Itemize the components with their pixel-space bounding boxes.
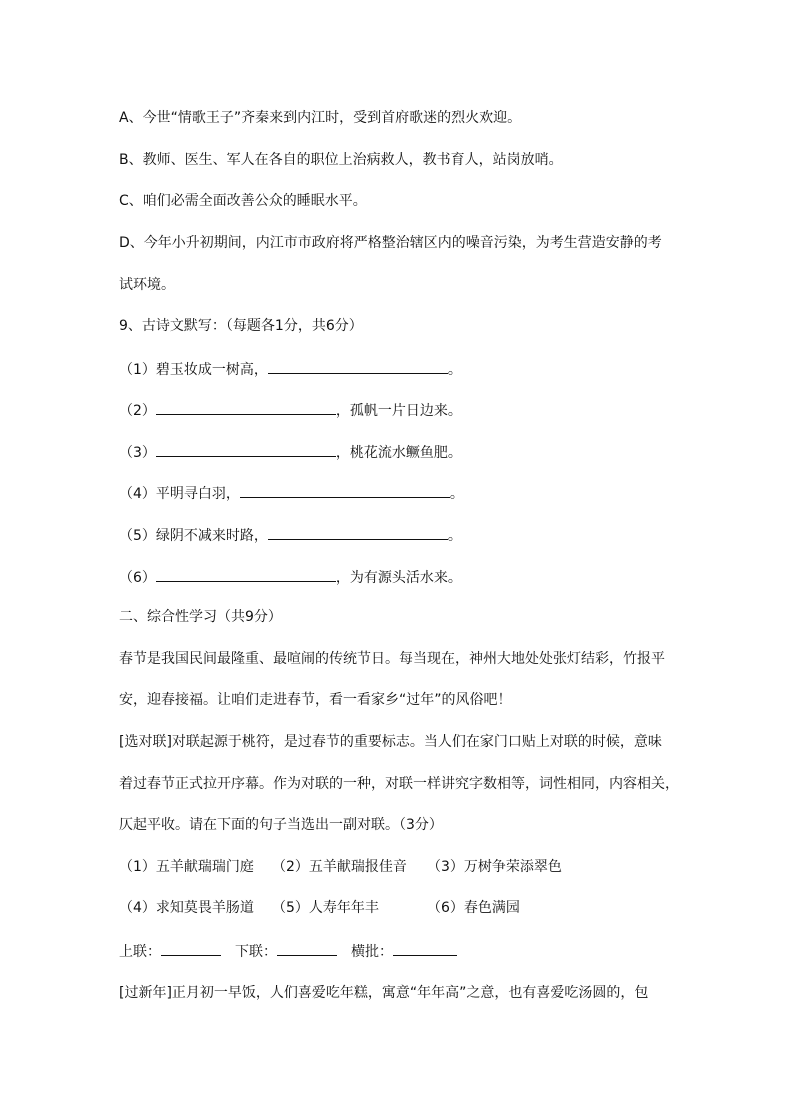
poem-item-suffix: 。 <box>447 528 462 544</box>
poem-item-number: （6） <box>119 570 156 586</box>
poem-item-suffix: ，桃花流水鳜鱼肥。 <box>335 445 462 461</box>
answer-blank[interactable] <box>156 441 336 457</box>
couplet-paragraph-line2: 着过春节正式拉开序幕。作为对联的一种，对联一样讲究字数相等，词性相同，内容相关， <box>119 776 679 792</box>
couplet-choice-1: （1）五羊献瑞瑞门庭 <box>119 859 254 875</box>
section-2-title: 二、综合性学习（共9分） <box>119 609 282 625</box>
poem-item-6 <box>119 566 462 586</box>
horizontal-scroll-label: 横批： <box>351 944 393 960</box>
poem-item-2 <box>119 399 462 419</box>
couplet-choice-5: （5）人寿年年丰 <box>272 900 379 916</box>
poem-item-number: （1） <box>119 362 156 378</box>
upper-couplet-blank[interactable] <box>161 940 221 956</box>
poem-item-4 <box>119 482 464 502</box>
answer-blank[interactable] <box>156 399 336 415</box>
couplet-choice-3: （3）万树争荣添翠色 <box>427 859 562 875</box>
couplet-paragraph-line3: 仄起平收。请在下面的句子当选出一副对联。（3分） <box>119 817 443 833</box>
section-2-intro-line1: 春节是我国民间最隆重、最喧闹的传统节日。每当现在，神州大地处处张灯结彩，竹报平 <box>119 651 665 667</box>
poem-item-5 <box>119 524 462 544</box>
option-a: A、今世“情歌王子”齐秦来到内江时，受到首府歌迷的烈火欢迎。 <box>119 110 522 126</box>
poem-item-3 <box>119 441 462 461</box>
poem-item-prefix: 绿阴不减来时路， <box>155 528 268 544</box>
poem-item-prefix: 碧玉妆成一树高， <box>155 362 268 378</box>
horizontal-scroll-blank[interactable] <box>393 940 457 956</box>
section-2-intro-line2: 安，迎春接福。让咱们走进春节，看一看家乡“过年”的风俗吧！ <box>119 692 512 708</box>
answer-blank[interactable] <box>156 566 336 582</box>
poem-item-suffix: ，孤帆一片日边来。 <box>335 403 462 419</box>
poem-item-number: （3） <box>119 445 156 461</box>
option-d-line1: D、今年小升初期间，内江市市政府将严格整治辖区内的噪音污染，为考生营造安静的考 <box>119 235 662 251</box>
poem-item-suffix: 。 <box>447 362 462 378</box>
answer-blank[interactable] <box>268 524 448 540</box>
couplet-choice-6: （6）春色满园 <box>427 900 520 916</box>
answer-blank[interactable] <box>268 358 448 374</box>
poem-item-suffix: 。 <box>449 486 464 502</box>
poem-item-suffix: ，为有源头活水来。 <box>335 570 462 586</box>
question-9-title: 9、古诗文默写：（每题各1分，共6分） <box>119 318 363 334</box>
option-b: B、教师、医生、军人在各自的职位上治病救人，教书育人，站岗放哨。 <box>119 152 563 168</box>
lower-couplet-label: 下联： <box>235 944 277 960</box>
option-d-line2: 试环境。 <box>119 277 175 293</box>
poem-item-number: （5） <box>119 528 156 544</box>
lower-couplet-blank[interactable] <box>277 940 337 956</box>
upper-couplet-label: 上联： <box>119 944 161 960</box>
poem-item-number: （4） <box>119 486 156 502</box>
couplet-choice-4: （4）求知莫畏羊肠道 <box>119 900 254 916</box>
new-year-paragraph-line1: [过新年]正月初一早饭，人们喜爱吃年糕，寓意“年年高”之意，也有喜爱吃汤圆的，包 <box>119 985 649 1001</box>
poem-item-prefix: 平明寻白羽， <box>155 486 240 502</box>
poem-item-number: （2） <box>119 403 156 419</box>
answer-blank[interactable] <box>240 482 450 498</box>
option-c: C、咱们必需全面改善公众的睡眠水平。 <box>119 193 367 209</box>
couplet-answer-row <box>119 940 457 960</box>
couplet-choice-2: （2）五羊献瑞报佳音 <box>272 859 407 875</box>
couplet-paragraph-line1: [选对联]对联起源于桃符，是过春节的重要标志。当人们在家门口贴上对联的时候，意味 <box>119 734 662 750</box>
poem-item-1 <box>119 358 462 378</box>
